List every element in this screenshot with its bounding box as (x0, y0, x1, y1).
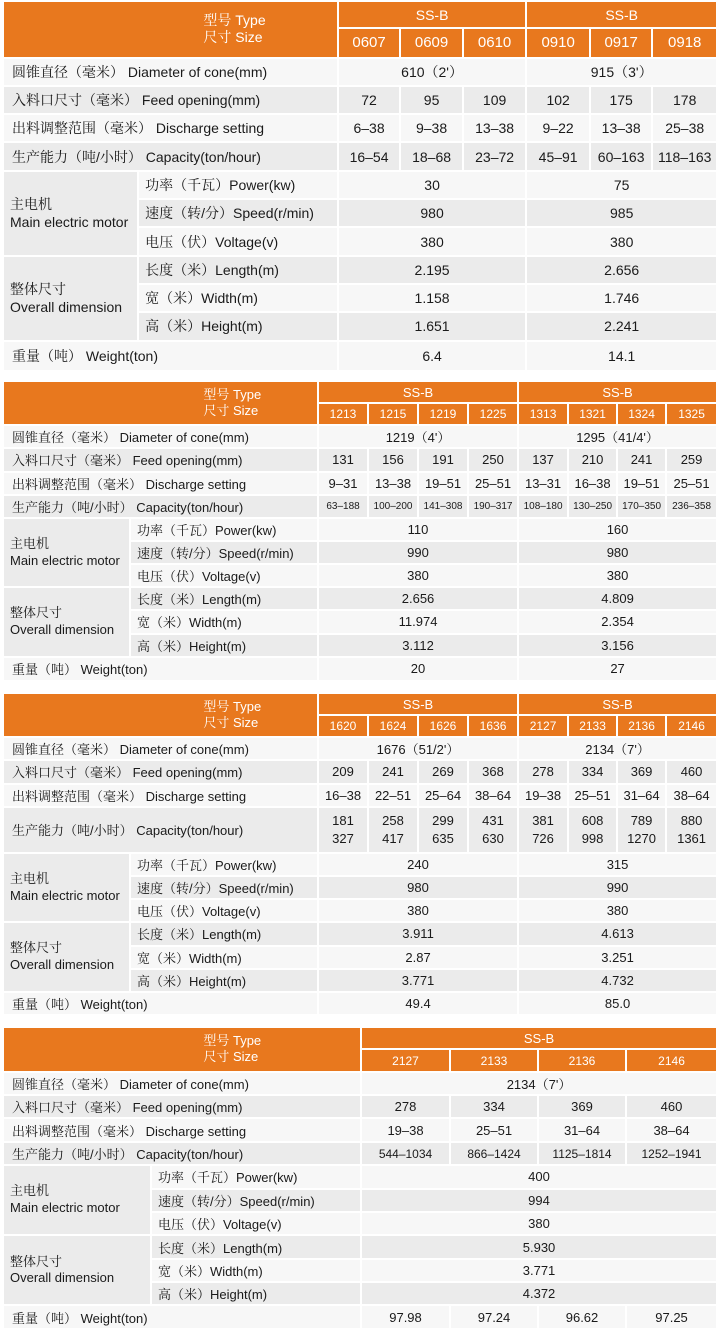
feed-opening-value: 460 (627, 1096, 716, 1119)
capacity-min: 299 (432, 813, 454, 829)
series-header: SS-B (519, 382, 716, 404)
size-header: 2136 (539, 1050, 627, 1072)
discharge-setting-value: 25–38 (653, 115, 716, 143)
speed-value: 990 (319, 542, 519, 565)
capacity-min: 381 (532, 813, 554, 829)
power-label: 功率（千瓦）Power(kw) (139, 172, 339, 200)
series-header: SS-B (362, 1028, 716, 1050)
speed-value: 990 (519, 877, 716, 900)
size-header: 0609 (401, 29, 464, 58)
speed-label: 速度（转/分）Speed(r/min) (131, 542, 319, 565)
weight-value: 85.0 (519, 993, 716, 1016)
spec-table-1 (4, 2, 716, 372)
main-motor-label-cn: 主电机 (10, 535, 50, 551)
cone-diameter-value: 1676（51/2'） (319, 738, 519, 761)
width-label: 宽（米）Width(m) (152, 1260, 362, 1283)
height-label: 高（米）Height(m) (152, 1283, 362, 1306)
overall-dimension-label (4, 588, 131, 657)
power-value: 160 (519, 519, 716, 542)
discharge-setting-value: 25–51 (569, 785, 618, 808)
capacity-value: 118–163 (653, 143, 716, 171)
main-motor-label (4, 1166, 152, 1236)
capacity-max: 1361 (677, 830, 707, 846)
capacity-value: 16–54 (339, 143, 402, 171)
size-header: 1219 (419, 404, 469, 426)
speed-label: 速度（转/分）Speed(r/min) (131, 877, 319, 900)
size-header: 1620 (319, 716, 369, 738)
length-value: 2.656 (527, 257, 716, 285)
cone-diameter-value: 2134（7'） (362, 1073, 716, 1096)
discharge-setting-value: 19–51 (419, 473, 469, 496)
weight-value: 49.4 (319, 993, 519, 1016)
weight-value: 6.4 (339, 342, 528, 372)
feed-opening-value: 109 (464, 87, 528, 115)
size-header: 2146 (627, 1050, 716, 1072)
overall-dimension-label (4, 1236, 152, 1306)
speed-value: 985 (527, 200, 716, 228)
feed-opening-value: 334 (451, 1096, 539, 1119)
main-motor-label-en: Main electric motor (10, 1200, 120, 1216)
capacity-value: 45–91 (527, 143, 591, 171)
length-label: 长度（米）Length(m) (152, 1236, 362, 1259)
discharge-setting-value: 38–64 (667, 785, 716, 808)
speed-value: 980 (319, 877, 519, 900)
main-motor-label-cn: 主电机 (10, 870, 50, 886)
overall-dimension-label-cn: 整体尺寸 (10, 1253, 63, 1269)
speed-value: 980 (339, 200, 528, 228)
capacity-value (469, 808, 519, 854)
power-value: 110 (319, 519, 519, 542)
size-header: 0918 (653, 29, 716, 58)
size-label: 尺寸 Size (203, 715, 259, 731)
discharge-setting-value: 31–64 (618, 785, 667, 808)
overall-dimension-label (4, 923, 131, 992)
capacity-label: 生产能力（吨/小时） Capacity(ton/hour) (4, 808, 319, 854)
voltage-value: 380 (319, 565, 519, 588)
discharge-setting-value: 38–64 (627, 1119, 716, 1142)
size-header: 1213 (319, 404, 369, 426)
voltage-value: 380 (362, 1213, 716, 1236)
weight-value: 97.98 (362, 1306, 451, 1330)
feed-opening-value: 369 (618, 761, 667, 784)
spec-table-2 (4, 382, 716, 682)
feed-opening-value: 175 (591, 87, 654, 115)
feed-opening-value: 369 (539, 1096, 627, 1119)
power-label: 功率（千瓦）Power(kw) (131, 854, 319, 877)
feed-opening-label: 入料口尺寸（毫米） Feed opening(mm) (4, 1096, 362, 1119)
model-type-label: 型号 Type (203, 1033, 262, 1049)
cone-diameter-label: 圆锥直径（毫米） Diameter of cone(mm) (4, 738, 319, 761)
capacity-max: 327 (332, 830, 354, 846)
size-header: 2133 (451, 1050, 539, 1072)
size-header: 2127 (519, 716, 569, 738)
discharge-setting-value: 13–38 (591, 115, 654, 143)
discharge-setting-label: 出料调整范围（毫米） Discharge setting (4, 115, 339, 143)
capacity-value (419, 808, 469, 854)
cone-diameter-value: 610（2'） (339, 59, 528, 87)
model-size-header (4, 2, 339, 59)
size-header: 1313 (519, 404, 569, 426)
width-value: 2.87 (319, 947, 519, 970)
weight-label: 重量（吨） Weight(ton) (4, 1306, 362, 1330)
series-header: SS-B (519, 694, 716, 716)
discharge-setting-value: 31–64 (539, 1119, 627, 1142)
discharge-setting-value: 9–38 (401, 115, 464, 143)
capacity-value: 1125–1814 (539, 1143, 627, 1166)
length-value: 2.195 (339, 257, 528, 285)
series-header: SS-B (339, 2, 528, 29)
main-motor-label-en: Main electric motor (10, 552, 120, 568)
speed-value: 980 (519, 542, 716, 565)
height-value: 3.112 (319, 635, 519, 658)
discharge-setting-value: 38–64 (469, 785, 519, 808)
length-label: 长度（米）Length(m) (139, 257, 339, 285)
feed-opening-value: 72 (339, 87, 402, 115)
voltage-value: 380 (519, 900, 716, 923)
size-header: 2146 (667, 716, 716, 738)
overall-dimension-label-cn: 整体尺寸 (10, 940, 63, 956)
size-header: 0910 (527, 29, 591, 58)
overall-dimension-label-en: Overall dimension (10, 621, 115, 637)
feed-opening-value: 209 (319, 761, 369, 784)
discharge-setting-value: 25–51 (469, 473, 519, 496)
width-label: 宽（米）Width(m) (139, 285, 339, 313)
discharge-setting-value: 13–38 (369, 473, 419, 496)
width-label: 宽（米）Width(m) (131, 947, 319, 970)
capacity-value: 60–163 (591, 143, 654, 171)
feed-opening-value: 137 (519, 449, 569, 472)
width-value: 3.771 (362, 1260, 716, 1283)
model-size-header (4, 694, 319, 738)
power-label: 功率（千瓦）Power(kw) (131, 519, 319, 542)
cone-diameter-value: 915（3'） (527, 59, 716, 87)
length-value: 5.930 (362, 1236, 716, 1259)
weight-value: 27 (519, 658, 716, 682)
discharge-setting-value: 16–38 (319, 785, 369, 808)
speed-label: 速度（转/分）Speed(r/min) (139, 200, 339, 228)
discharge-setting-value: 25–51 (667, 473, 716, 496)
height-value: 1.651 (339, 313, 528, 341)
capacity-value: 18–68 (401, 143, 464, 171)
width-value: 1.158 (339, 285, 528, 313)
width-value: 11.974 (319, 611, 519, 634)
main-motor-label (4, 519, 131, 588)
capacity-value: 866–1424 (451, 1143, 539, 1166)
model-type-label: 型号 Type (203, 698, 262, 714)
discharge-setting-value: 22–51 (369, 785, 419, 808)
spec-table-3 (4, 694, 716, 1016)
feed-opening-value: 278 (519, 761, 569, 784)
size-header: 0607 (339, 29, 402, 58)
feed-opening-value: 210 (569, 449, 618, 472)
size-header: 1215 (369, 404, 419, 426)
capacity-value (319, 808, 369, 854)
length-value: 2.656 (319, 588, 519, 611)
feed-opening-value: 259 (667, 449, 716, 472)
weight-value: 96.62 (539, 1306, 627, 1330)
feed-opening-value: 191 (419, 449, 469, 472)
power-value: 400 (362, 1166, 716, 1189)
overall-dimension-label-en: Overall dimension (10, 1270, 115, 1286)
power-label: 功率（千瓦）Power(kw) (152, 1166, 362, 1189)
feed-opening-value: 156 (369, 449, 419, 472)
length-value: 4.809 (519, 588, 716, 611)
capacity-min: 431 (482, 813, 504, 829)
height-value: 4.732 (519, 970, 716, 993)
speed-value: 994 (362, 1190, 716, 1213)
feed-opening-value: 102 (527, 87, 591, 115)
cone-diameter-label: 圆锥直径（毫米） Diameter of cone(mm) (4, 1073, 362, 1096)
main-motor-label-cn: 主电机 (10, 196, 52, 213)
discharge-setting-value: 19–38 (519, 785, 569, 808)
capacity-min: 258 (382, 813, 404, 829)
series-header: SS-B (527, 2, 716, 29)
weight-value: 97.24 (451, 1306, 539, 1330)
feed-opening-label: 入料口尺寸（毫米） Feed opening(mm) (4, 761, 319, 784)
weight-value: 20 (319, 658, 519, 682)
capacity-value: 108–180 (519, 496, 569, 519)
width-label: 宽（米）Width(m) (131, 611, 319, 634)
discharge-setting-value: 19–38 (362, 1119, 451, 1142)
capacity-value (618, 808, 667, 854)
capacity-value: 63–188 (319, 496, 369, 519)
capacity-min: 789 (630, 813, 653, 829)
weight-label: 重量（吨） Weight(ton) (4, 658, 319, 682)
feed-opening-value: 460 (667, 761, 716, 784)
feed-opening-label: 入料口尺寸（毫米） Feed opening(mm) (4, 449, 319, 472)
size-header: 1624 (369, 716, 419, 738)
height-value: 3.771 (319, 970, 519, 993)
size-header: 1626 (419, 716, 469, 738)
series-header: SS-B (319, 694, 519, 716)
model-type-label: 型号 Type (203, 386, 262, 402)
capacity-max: 635 (432, 830, 454, 846)
capacity-min: 181 (332, 813, 354, 829)
discharge-setting-label: 出料调整范围（毫米） Discharge setting (4, 785, 319, 808)
main-motor-label (4, 854, 131, 923)
size-header: 2136 (618, 716, 667, 738)
cone-diameter-value: 2134（7'） (519, 738, 716, 761)
height-value: 3.156 (519, 635, 716, 658)
discharge-setting-value: 6–38 (339, 115, 402, 143)
voltage-value: 380 (339, 228, 528, 256)
capacity-value (369, 808, 419, 854)
capacity-value: 170–350 (618, 496, 667, 519)
cone-diameter-label: 圆锥直径（毫米） Diameter of cone(mm) (4, 426, 319, 449)
size-header: 2133 (569, 716, 618, 738)
capacity-value (519, 808, 569, 854)
overall-dimension-label-en: Overall dimension (10, 957, 115, 973)
length-label: 长度（米）Length(m) (131, 923, 319, 946)
power-value: 75 (527, 172, 716, 200)
capacity-max: 726 (532, 830, 554, 846)
length-label: 长度（米）Length(m) (131, 588, 319, 611)
size-label: 尺寸 Size (203, 403, 259, 419)
feed-opening-label: 入料口尺寸（毫米） Feed opening(mm) (4, 87, 339, 115)
size-header: 1321 (569, 404, 618, 426)
main-motor-label (4, 172, 139, 257)
capacity-value: 190–317 (469, 496, 519, 519)
size-header: 1325 (667, 404, 716, 426)
feed-opening-value: 178 (653, 87, 716, 115)
cone-diameter-value: 1219（4'） (319, 426, 519, 449)
capacity-label: 生产能力（吨/小时） Capacity(ton/hour) (4, 143, 339, 171)
height-label: 高（米）Height(m) (131, 635, 319, 658)
series-header: SS-B (319, 382, 519, 404)
discharge-setting-value: 9–31 (319, 473, 369, 496)
capacity-value: 130–250 (569, 496, 618, 519)
power-value: 315 (519, 854, 716, 877)
discharge-setting-value: 25–64 (419, 785, 469, 808)
discharge-setting-value: 9–22 (527, 115, 591, 143)
width-value: 2.354 (519, 611, 716, 634)
feed-opening-value: 250 (469, 449, 519, 472)
voltage-label: 电压（伏）Voltage(v) (139, 228, 339, 256)
capacity-min: 880 (680, 813, 703, 829)
main-motor-label-en: Main electric motor (10, 214, 129, 231)
capacity-value: 23–72 (464, 143, 528, 171)
capacity-value: 236–358 (667, 496, 716, 519)
feed-opening-value: 241 (369, 761, 419, 784)
overall-dimension-label-cn: 整体尺寸 (10, 605, 63, 621)
overall-dimension-label-cn: 整体尺寸 (10, 280, 66, 297)
weight-label: 重量（吨） Weight(ton) (4, 342, 339, 372)
feed-opening-value: 95 (401, 87, 464, 115)
capacity-value (569, 808, 618, 854)
voltage-label: 电压（伏）Voltage(v) (152, 1213, 362, 1236)
feed-opening-value: 131 (319, 449, 369, 472)
height-value: 4.372 (362, 1283, 716, 1306)
overall-dimension-label (4, 257, 139, 342)
height-value: 2.241 (527, 313, 716, 341)
size-header: 1636 (469, 716, 519, 738)
size-header: 0917 (591, 29, 654, 58)
power-value: 30 (339, 172, 528, 200)
discharge-setting-value: 19–51 (618, 473, 667, 496)
main-motor-label-en: Main electric motor (10, 887, 120, 903)
cone-diameter-value: 1295（41/4'） (519, 426, 716, 449)
feed-opening-value: 241 (618, 449, 667, 472)
size-header: 1324 (618, 404, 667, 426)
capacity-value: 100–200 (369, 496, 419, 519)
capacity-value: 141–308 (419, 496, 469, 519)
capacity-max: 998 (581, 830, 604, 846)
model-size-header (4, 382, 319, 426)
discharge-setting-label: 出料调整范围（毫米） Discharge setting (4, 1119, 362, 1142)
height-label: 高（米）Height(m) (139, 313, 339, 341)
power-value: 240 (319, 854, 519, 877)
feed-opening-value: 269 (419, 761, 469, 784)
weight-value: 97.25 (627, 1306, 716, 1330)
spec-table-4 (4, 1028, 716, 1330)
capacity-value: 1252–1941 (627, 1143, 716, 1166)
capacity-max: 1270 (627, 830, 656, 846)
discharge-setting-value: 13–38 (464, 115, 528, 143)
voltage-label: 电压（伏）Voltage(v) (131, 565, 319, 588)
size-label: 尺寸 Size (203, 29, 263, 46)
speed-label: 速度（转/分）Speed(r/min) (152, 1190, 362, 1213)
width-value: 1.746 (527, 285, 716, 313)
width-value: 3.251 (519, 947, 716, 970)
model-type-label: 型号 Type (203, 11, 266, 28)
overall-dimension-label-en: Overall dimension (10, 299, 123, 316)
size-label: 尺寸 Size (203, 1049, 259, 1065)
feed-opening-value: 368 (469, 761, 519, 784)
length-value: 3.911 (319, 923, 519, 946)
capacity-max: 417 (382, 830, 404, 846)
voltage-value: 380 (519, 565, 716, 588)
capacity-value (667, 808, 716, 854)
weight-label: 重量（吨） Weight(ton) (4, 993, 319, 1016)
capacity-min: 608 (581, 813, 604, 829)
voltage-value: 380 (527, 228, 716, 256)
feed-opening-value: 334 (569, 761, 618, 784)
discharge-setting-value: 25–51 (451, 1119, 539, 1142)
length-value: 4.613 (519, 923, 716, 946)
capacity-value: 544–1034 (362, 1143, 451, 1166)
discharge-setting-value: 13–31 (519, 473, 569, 496)
voltage-label: 电压（伏）Voltage(v) (131, 900, 319, 923)
discharge-setting-value: 16–38 (569, 473, 618, 496)
discharge-setting-label: 出料调整范围（毫米） Discharge setting (4, 473, 319, 496)
capacity-label: 生产能力（吨/小时） Capacity(ton/hour) (4, 496, 319, 519)
capacity-label: 生产能力（吨/小时） Capacity(ton/hour) (4, 1143, 362, 1166)
voltage-value: 380 (319, 900, 519, 923)
size-header: 2127 (362, 1050, 451, 1072)
cone-diameter-label: 圆锥直径（毫米） Diameter of cone(mm) (4, 59, 339, 87)
main-motor-label-cn: 主电机 (10, 1183, 50, 1199)
size-header: 1225 (469, 404, 519, 426)
model-size-header (4, 1028, 362, 1073)
weight-value: 14.1 (527, 342, 716, 372)
height-label: 高（米）Height(m) (131, 970, 319, 993)
capacity-max: 630 (482, 830, 504, 846)
feed-opening-value: 278 (362, 1096, 451, 1119)
size-header: 0610 (464, 29, 528, 58)
